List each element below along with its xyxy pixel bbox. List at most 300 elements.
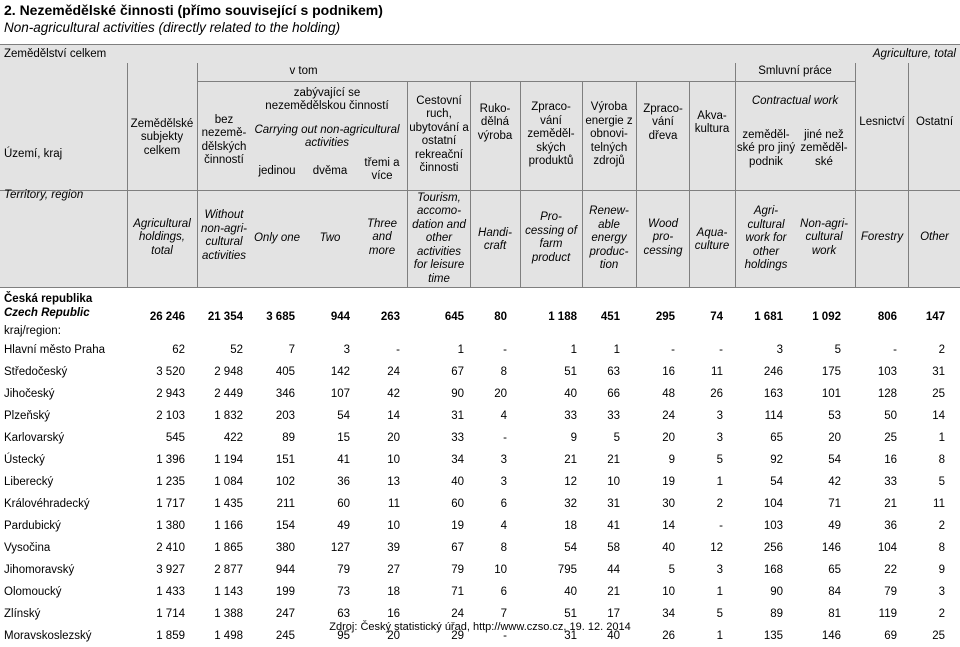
table-cell: 1 bbox=[457, 344, 464, 356]
table-cell: 114 bbox=[764, 410, 783, 422]
table-cell: 806 bbox=[877, 311, 897, 323]
header-forestry-cz: Lesnictví bbox=[859, 116, 905, 129]
table-cell: 20 bbox=[828, 432, 841, 444]
table-cell: 41 bbox=[607, 520, 620, 532]
table-cell: 8 bbox=[938, 454, 945, 466]
table-cell: 14 bbox=[387, 410, 400, 422]
page-title: 2. Nezemědělské činnosti (přímo související s podnikem) bbox=[4, 2, 383, 18]
table-cell: 451 bbox=[600, 311, 620, 323]
table-cell: 7 bbox=[288, 344, 295, 356]
table-cell: 256 bbox=[763, 542, 783, 554]
header-one-cz: jedinou bbox=[258, 165, 296, 178]
row-name: Středočeský bbox=[4, 366, 68, 378]
table-cell: 73 bbox=[337, 586, 350, 598]
table-cell: 1 092 bbox=[812, 311, 841, 323]
table-cell: 50 bbox=[884, 410, 897, 422]
table-cell: 1 194 bbox=[214, 454, 243, 466]
table-cell: 246 bbox=[763, 366, 783, 378]
table-cell: 39 bbox=[387, 542, 400, 554]
table-cell: 3 bbox=[716, 564, 723, 576]
table-cell: 2 943 bbox=[156, 388, 185, 400]
table-cell: 3 bbox=[716, 410, 723, 422]
page-subtitle: Non-agricultural activities (directly related to the holding) bbox=[4, 20, 341, 35]
table-cell: 5 bbox=[716, 608, 723, 620]
table-cell: 10 bbox=[607, 476, 620, 488]
table-cell: 5 bbox=[716, 454, 723, 466]
table-cell: 102 bbox=[275, 476, 295, 488]
table-cell: 71 bbox=[451, 586, 464, 598]
table-cell: 7 bbox=[500, 608, 507, 620]
table-cell: 168 bbox=[763, 564, 783, 576]
table-cell: 104 bbox=[877, 542, 897, 554]
table-cell: 10 bbox=[662, 586, 675, 598]
table-cell: 40 bbox=[564, 388, 577, 400]
table-cell: 31 bbox=[607, 498, 620, 510]
table-row bbox=[0, 493, 960, 515]
table-cell: 52 bbox=[230, 344, 243, 356]
row-name: Zlínský bbox=[4, 608, 41, 620]
table-cell: 1 143 bbox=[214, 586, 243, 598]
table-cell: 42 bbox=[828, 476, 841, 488]
table-cell: 5 bbox=[834, 344, 841, 356]
table-cell: 20 bbox=[662, 432, 675, 444]
table-cell: 11 bbox=[388, 498, 400, 510]
table-cell: 4 bbox=[500, 410, 507, 422]
table-cell: 3 bbox=[776, 344, 783, 356]
table-cell: 10 bbox=[387, 454, 400, 466]
table-cell: 211 bbox=[276, 498, 295, 510]
table-cell: - bbox=[503, 630, 507, 642]
table-cell: 54 bbox=[337, 410, 350, 422]
table-cell: - bbox=[671, 344, 675, 356]
table-cell: 31 bbox=[932, 366, 945, 378]
header-one-en: Only one bbox=[253, 232, 301, 245]
table-cell: 24 bbox=[451, 608, 464, 620]
table-cell: 247 bbox=[275, 608, 295, 620]
table-cell: 1 714 bbox=[156, 608, 185, 620]
table-cell: 33 bbox=[607, 410, 620, 422]
table-cell: 14 bbox=[662, 520, 675, 532]
table-cell: 34 bbox=[662, 608, 675, 620]
table-cell: 1 380 bbox=[156, 520, 185, 532]
table-cell: 33 bbox=[451, 432, 464, 444]
header-contract-cz: Smluvní práce bbox=[758, 65, 832, 78]
header-tourism-cz: Cestovní ruch, ubytování a ostatní rekreační činnosti bbox=[409, 94, 469, 174]
table-cell: 65 bbox=[828, 564, 841, 576]
table-cell: 81 bbox=[828, 608, 841, 620]
table-cell: 9 bbox=[668, 454, 675, 466]
header-carrying-cz: zabývající se nezemědělskou činností bbox=[265, 86, 389, 112]
table-cell: 3 bbox=[343, 344, 350, 356]
table-cell: 103 bbox=[763, 520, 783, 532]
table-cell: 9 bbox=[570, 432, 577, 444]
table-cell: 8 bbox=[500, 366, 507, 378]
header-other-cz: Ostatní bbox=[915, 116, 954, 129]
table-cell: 5 bbox=[938, 476, 945, 488]
header-wood-en: Wood pro-cessing bbox=[643, 217, 683, 257]
table-cell: 1 859 bbox=[156, 630, 185, 642]
header-nonagri-work-en: Non-agri-cultural work bbox=[800, 217, 848, 257]
table-cell: 11 bbox=[933, 498, 945, 510]
table-cell: 944 bbox=[275, 564, 295, 576]
table-row bbox=[0, 581, 960, 603]
table-row-czech-republic bbox=[0, 306, 960, 328]
table-cell: 90 bbox=[451, 388, 464, 400]
header-carrying-en: Carrying out non-agricultural activities bbox=[254, 123, 400, 149]
table-cell: 645 bbox=[444, 311, 464, 323]
table-cell: 63 bbox=[607, 366, 620, 378]
table-cell: 1 235 bbox=[156, 476, 185, 488]
table-cell: 67 bbox=[451, 542, 464, 554]
table-cell: 18 bbox=[564, 520, 577, 532]
table-cell: 69 bbox=[884, 630, 897, 642]
table-cell: 5 bbox=[613, 432, 620, 444]
table-cell: 15 bbox=[337, 432, 350, 444]
table-cell: 295 bbox=[655, 311, 675, 323]
header-two-cz: dvěma bbox=[312, 165, 348, 178]
table-cell: 24 bbox=[387, 366, 400, 378]
table-cell: 199 bbox=[275, 586, 295, 598]
header-without-cz: bez nezemě-dělských činností bbox=[201, 113, 247, 166]
header-nonagri-work-cz: jiné než zeměděl-ské bbox=[800, 128, 848, 168]
header-renewable-en: Renew-able energy produc-tion bbox=[589, 205, 629, 272]
table-cell: 17 bbox=[607, 608, 620, 620]
table-cell: 26 bbox=[710, 388, 723, 400]
table-cell: 54 bbox=[564, 542, 577, 554]
table-cell: 18 bbox=[387, 586, 400, 598]
table-cell: 101 bbox=[821, 388, 841, 400]
table-cell: 3 bbox=[500, 454, 507, 466]
row-name: Hlavní město Praha bbox=[4, 344, 105, 356]
header-forestry-en: Forestry bbox=[860, 231, 904, 244]
header-agri-work-en: Agri-cultural work for other holdings bbox=[744, 205, 788, 272]
table-cell: 1 435 bbox=[214, 498, 243, 510]
table-cell: 33 bbox=[564, 410, 577, 422]
row-name: Moravskoslezský bbox=[4, 630, 92, 642]
table-cell: 1 084 bbox=[214, 476, 243, 488]
table-cell: 346 bbox=[275, 388, 295, 400]
table-row bbox=[0, 515, 960, 537]
table-cell: 12 bbox=[710, 542, 723, 554]
row-name: Karlovarský bbox=[4, 432, 65, 444]
table-cell: 21 354 bbox=[207, 311, 243, 323]
table-cell: 84 bbox=[828, 586, 841, 598]
table-cell: 74 bbox=[710, 311, 723, 323]
table-cell: 944 bbox=[330, 311, 350, 323]
row-name: Jihomoravský bbox=[4, 564, 75, 576]
header-renewable-cz: Výroba energie z obnovi-telných zdrojů bbox=[585, 101, 633, 168]
table-cell: 25 bbox=[884, 432, 897, 444]
header-contract-en: Contractual work bbox=[751, 95, 839, 108]
table-cell: 26 bbox=[662, 630, 675, 642]
table-cell: 5 bbox=[668, 564, 675, 576]
table-cell: 21 bbox=[607, 586, 620, 598]
table-cell: 54 bbox=[770, 476, 783, 488]
header-aqua-en: Aqua-culture bbox=[694, 226, 730, 252]
table-cell: 245 bbox=[275, 630, 295, 642]
table-cell: 95 bbox=[337, 630, 350, 642]
table-cell: 10 bbox=[494, 564, 507, 576]
table-cell: 13 bbox=[387, 476, 400, 488]
table-cell: 1 396 bbox=[156, 454, 185, 466]
table-cell: 32 bbox=[564, 498, 577, 510]
table-cell: 16 bbox=[662, 366, 675, 378]
table-cell: 30 bbox=[662, 498, 675, 510]
table-cell: 3 bbox=[938, 586, 945, 598]
table-cell: 25 bbox=[932, 388, 945, 400]
table-cell: 1 bbox=[716, 630, 723, 642]
table-cell: 34 bbox=[451, 454, 464, 466]
table-cell: 90 bbox=[770, 586, 783, 598]
table-cell: 16 bbox=[884, 454, 897, 466]
table-cell: 60 bbox=[337, 498, 350, 510]
region-label: kraj/region: bbox=[4, 325, 61, 337]
table-cell: 49 bbox=[828, 520, 841, 532]
table-cell: 107 bbox=[330, 388, 350, 400]
table-cell: 60 bbox=[451, 498, 464, 510]
table-cell: 8 bbox=[500, 542, 507, 554]
table-cell: 422 bbox=[223, 432, 243, 444]
table-cell: 1 bbox=[716, 476, 723, 488]
header-processing-en: Pro-cessing of farm product bbox=[525, 211, 577, 264]
table-cell: 146 bbox=[821, 630, 841, 642]
table-cell: 80 bbox=[494, 311, 507, 323]
row-name: Jihočeský bbox=[4, 388, 55, 400]
table-cell: 1 166 bbox=[214, 520, 243, 532]
table-cell: 163 bbox=[763, 388, 783, 400]
table-cell: 2 449 bbox=[214, 388, 243, 400]
table-cell: 49 bbox=[337, 520, 350, 532]
table-cell: 66 bbox=[607, 388, 620, 400]
table-cell: 51 bbox=[564, 608, 577, 620]
table-cell: 2 bbox=[938, 608, 945, 620]
czech-republic-label-en: Czech Republic bbox=[4, 307, 90, 319]
table-row bbox=[0, 537, 960, 559]
table-cell: 20 bbox=[494, 388, 507, 400]
source-note: Zdroj: Český statistický úřad, http://www.czso.cz, 19. 12. 2014 bbox=[329, 621, 631, 633]
table-cell: 41 bbox=[337, 454, 350, 466]
header-agri-work-cz: zeměděl-ské pro jiný podnik bbox=[736, 128, 796, 168]
header-v-tom: v tom bbox=[289, 65, 318, 78]
table-cell: 175 bbox=[821, 366, 841, 378]
table-cell: 1 188 bbox=[548, 311, 577, 323]
table-cell: 89 bbox=[770, 608, 783, 620]
table-cell: 3 bbox=[500, 476, 507, 488]
table-cell: 103 bbox=[877, 366, 897, 378]
header-subjects-cz: Zemědělské subjekty celkem bbox=[130, 117, 194, 157]
header-territory-cz: Území, kraj bbox=[4, 148, 63, 161]
table-cell: 40 bbox=[564, 586, 577, 598]
row-name: Pardubický bbox=[4, 520, 61, 532]
table-row bbox=[0, 339, 960, 361]
table-cell: 65 bbox=[770, 432, 783, 444]
table-cell: 3 bbox=[716, 432, 723, 444]
table-cell: 2 103 bbox=[156, 410, 185, 422]
header-handicraft-cz: Ruko-dělná výroba bbox=[477, 102, 513, 142]
table-cell: 2 bbox=[938, 344, 945, 356]
table-cell: 1 832 bbox=[214, 410, 243, 422]
table-row bbox=[0, 427, 960, 449]
header-other-en: Other bbox=[920, 231, 949, 244]
table-cell: 4 bbox=[500, 520, 507, 532]
table-cell: 1 498 bbox=[214, 630, 243, 642]
table-cell: 1 717 bbox=[156, 498, 185, 510]
table-cell: 14 bbox=[932, 410, 945, 422]
table-cell: - bbox=[719, 520, 723, 532]
table-cell: 9 bbox=[938, 564, 945, 576]
row-name: Ústecký bbox=[4, 454, 45, 466]
row-name: Plzeňský bbox=[4, 410, 51, 422]
header-subjects-en: Agricultural holdings, total bbox=[133, 217, 191, 257]
table-cell: 25 bbox=[932, 630, 945, 642]
row-name: Liberecký bbox=[4, 476, 54, 488]
table-cell: 1 433 bbox=[156, 586, 185, 598]
table-cell: 127 bbox=[330, 542, 350, 554]
table-cell: 62 bbox=[172, 344, 185, 356]
row-name: Olomoucký bbox=[4, 586, 62, 598]
table-cell: 16 bbox=[387, 608, 400, 620]
table-header bbox=[0, 63, 960, 288]
table-cell: 3 927 bbox=[156, 564, 185, 576]
table-cell: 3 520 bbox=[156, 366, 185, 378]
table-cell: 8 bbox=[938, 542, 945, 554]
table-cell: 128 bbox=[877, 388, 897, 400]
header-territory-en: Territory, region bbox=[4, 189, 84, 202]
table-cell: - bbox=[503, 432, 507, 444]
table-cell: 27 bbox=[387, 564, 400, 576]
table-cell: 71 bbox=[828, 498, 841, 510]
table-cell: 36 bbox=[884, 520, 897, 532]
table-cell: 21 bbox=[607, 454, 620, 466]
table-cell: 21 bbox=[884, 498, 897, 510]
table-cell: 380 bbox=[275, 542, 295, 554]
table-cell: 2 410 bbox=[156, 542, 185, 554]
header-tourism-en: Tourism, accomo-dation and other activities for leisure time bbox=[412, 191, 466, 285]
table-cell: 1 bbox=[716, 586, 723, 598]
header-three-cz: třemi a více bbox=[364, 156, 400, 182]
table-cell: - bbox=[719, 344, 723, 356]
table-row bbox=[0, 559, 960, 581]
table-cell: 40 bbox=[451, 476, 464, 488]
table-cell: 142 bbox=[330, 366, 350, 378]
table-cell: 89 bbox=[282, 432, 295, 444]
header-wood-cz: Zpraco-vání dřeva bbox=[643, 102, 683, 142]
header-handicraft-en: Handi-craft bbox=[478, 226, 512, 252]
table-cell: 1 bbox=[613, 344, 620, 356]
table-cell: 44 bbox=[607, 564, 620, 576]
table-cell: 795 bbox=[557, 564, 577, 576]
row-name: Královéhradecký bbox=[4, 498, 90, 510]
table-cell: 20 bbox=[387, 630, 400, 642]
table-cell: 40 bbox=[662, 542, 675, 554]
table-cell: 2 948 bbox=[214, 366, 243, 378]
table-cell: 1 bbox=[570, 344, 577, 356]
table-cell: 10 bbox=[387, 520, 400, 532]
table-cell: 67 bbox=[451, 366, 464, 378]
table-cell: - bbox=[893, 344, 897, 356]
table-cell: 12 bbox=[564, 476, 577, 488]
table-cell: 79 bbox=[337, 564, 350, 576]
table-cell: 19 bbox=[662, 476, 675, 488]
table-cell: 42 bbox=[387, 388, 400, 400]
table-cell: 1 388 bbox=[214, 608, 243, 620]
table-row bbox=[0, 383, 960, 405]
table-cell: 79 bbox=[884, 586, 897, 598]
header-aqua-cz: Akva-kultura bbox=[694, 109, 730, 135]
table-cell: 31 bbox=[451, 410, 464, 422]
table-cell: 53 bbox=[828, 410, 841, 422]
table-cell: 2 bbox=[938, 520, 945, 532]
table-cell: 36 bbox=[337, 476, 350, 488]
table-cell: 545 bbox=[165, 432, 185, 444]
table-cell: 31 bbox=[564, 630, 577, 642]
topbar-right-label: Agriculture, total bbox=[872, 48, 956, 60]
table-cell: 20 bbox=[387, 432, 400, 444]
table-cell: 26 246 bbox=[149, 311, 185, 323]
table-cell: 147 bbox=[925, 311, 945, 323]
table-cell: 154 bbox=[275, 520, 295, 532]
row-name: Vysočina bbox=[4, 542, 51, 554]
table-cell: 203 bbox=[275, 410, 295, 422]
table-cell: 51 bbox=[564, 366, 577, 378]
table-cell: 58 bbox=[607, 542, 620, 554]
table-cell: 40 bbox=[607, 630, 620, 642]
table-cell: 3 685 bbox=[266, 311, 295, 323]
table-cell: 1 681 bbox=[754, 311, 783, 323]
table-cell: 54 bbox=[828, 454, 841, 466]
table-cell: 48 bbox=[662, 388, 675, 400]
table-cell: - bbox=[503, 344, 507, 356]
header-processing-cz: Zpraco-vání zeměděl-ských produktů bbox=[527, 101, 575, 168]
table-row bbox=[0, 603, 960, 625]
table-cell: 1 bbox=[938, 432, 945, 444]
table-cell: 33 bbox=[884, 476, 897, 488]
table-row bbox=[0, 449, 960, 471]
table-cell: 119 bbox=[878, 608, 897, 620]
table-row bbox=[0, 471, 960, 493]
table-cell: 6 bbox=[500, 586, 507, 598]
header-two-en: Two bbox=[319, 232, 341, 245]
table-cell: 19 bbox=[451, 520, 464, 532]
table-cell: 146 bbox=[821, 542, 841, 554]
table-cell: 151 bbox=[275, 454, 295, 466]
table-cell: 21 bbox=[564, 454, 577, 466]
header-three-en: Three and more bbox=[366, 217, 398, 257]
czech-republic-label-cz: Česká republika bbox=[4, 293, 93, 305]
table-cell: 29 bbox=[451, 630, 464, 642]
table-cell: 104 bbox=[763, 498, 783, 510]
table-cell: 6 bbox=[500, 498, 507, 510]
table-cell: 135 bbox=[763, 630, 783, 642]
table-cell: 405 bbox=[275, 366, 295, 378]
table-cell: 2 877 bbox=[214, 564, 243, 576]
header-without-en: Without non-agri-cultural activities bbox=[200, 209, 248, 262]
table-cell: 92 bbox=[770, 454, 783, 466]
table-cell: 24 bbox=[662, 410, 675, 422]
topbar-left-label: Zemědělství celkem bbox=[4, 48, 107, 60]
table-cell: 22 bbox=[884, 564, 897, 576]
table-cell: 63 bbox=[337, 608, 350, 620]
table-cell: 11 bbox=[711, 366, 723, 378]
table-row bbox=[0, 625, 960, 647]
table-cell: 263 bbox=[380, 311, 400, 323]
table-cell: - bbox=[396, 344, 400, 356]
table-cell: 79 bbox=[451, 564, 464, 576]
table-row bbox=[0, 361, 960, 383]
table-cell: 1 865 bbox=[214, 542, 243, 554]
table-cell: 2 bbox=[716, 498, 723, 510]
table-topbar bbox=[0, 44, 960, 64]
